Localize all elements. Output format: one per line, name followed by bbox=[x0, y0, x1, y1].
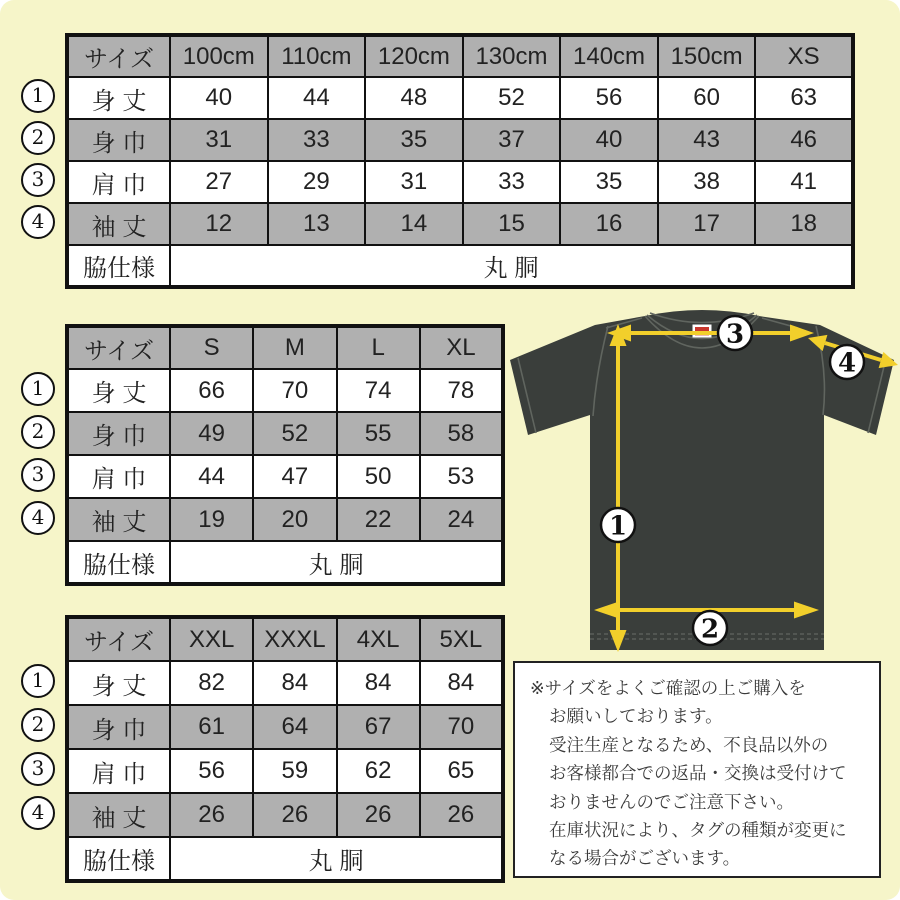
note-line: おりませんのでご注意下さい。 bbox=[549, 791, 794, 812]
row-marker-1: 1 bbox=[21, 372, 55, 406]
side-spec-value: 丸 胴 bbox=[170, 541, 503, 584]
size-table-plus bbox=[65, 615, 505, 883]
table-row bbox=[67, 455, 503, 498]
size-column-header: 150cm bbox=[658, 35, 756, 77]
size-column-header: XXXL bbox=[253, 617, 336, 661]
size-column-header: 110cm bbox=[268, 35, 366, 77]
measure-label: 袖 丈 bbox=[67, 793, 170, 837]
row-marker-3: 3 bbox=[21, 458, 55, 492]
row-marker-3: 3 bbox=[21, 163, 55, 197]
measure-value: 26 bbox=[170, 793, 253, 837]
measure-value: 48 bbox=[365, 77, 463, 119]
measure-value: 74 bbox=[337, 369, 420, 412]
note-line: お願いしております。 bbox=[549, 706, 723, 727]
measure-value: 19 bbox=[170, 498, 253, 541]
table-row bbox=[67, 203, 853, 245]
note-line: ※サイズをよくご確認の上ご購入を bbox=[530, 678, 806, 698]
measure-value: 52 bbox=[463, 77, 561, 119]
measure-value: 29 bbox=[268, 161, 366, 203]
table-row bbox=[67, 77, 853, 119]
row-marker-2: 2 bbox=[21, 121, 55, 155]
table-row bbox=[67, 837, 503, 881]
measure-value: 64 bbox=[253, 705, 336, 749]
measure-value: 84 bbox=[337, 661, 420, 705]
measure-value: 26 bbox=[337, 793, 420, 837]
measure-value: 12 bbox=[170, 203, 268, 245]
row-marker-4: 4 bbox=[21, 205, 55, 239]
measure-label: 肩 巾 bbox=[67, 455, 170, 498]
measure-value: 56 bbox=[560, 77, 658, 119]
diagram-marker-4: 4 bbox=[837, 348, 857, 379]
table-row bbox=[67, 498, 503, 541]
diagram-marker-2: 2 bbox=[700, 614, 720, 645]
row-marker-2: 2 bbox=[21, 415, 55, 449]
table-row bbox=[67, 749, 503, 793]
measure-value: 37 bbox=[463, 119, 561, 161]
table-row bbox=[67, 161, 853, 203]
measure-value: 46 bbox=[755, 119, 853, 161]
note-line: お客様都合での返品・交換は受付けて bbox=[549, 763, 847, 784]
measure-label: 肩 巾 bbox=[67, 161, 170, 203]
side-spec-label: 脇仕様 bbox=[67, 245, 170, 287]
size-column-header: 4XL bbox=[337, 617, 420, 661]
note-line: 在庫状況により、タグの種類が変更に bbox=[549, 820, 847, 841]
measure-label: 身 丈 bbox=[67, 661, 170, 705]
measure-value: 33 bbox=[463, 161, 561, 203]
size-header-label: サイズ bbox=[67, 326, 170, 369]
measure-value: 59 bbox=[253, 749, 336, 793]
diagram-marker-3: 3 bbox=[725, 319, 745, 350]
measure-label: 肩 巾 bbox=[67, 749, 170, 793]
measure-value: 63 bbox=[755, 77, 853, 119]
measure-value: 24 bbox=[420, 498, 503, 541]
note-line: なる場合がございます。 bbox=[549, 848, 741, 869]
row-marker-2: 2 bbox=[21, 708, 55, 742]
size-column-header: M bbox=[253, 326, 336, 369]
size-column-header: XXL bbox=[170, 617, 253, 661]
measure-value: 20 bbox=[253, 498, 336, 541]
measure-value: 43 bbox=[658, 119, 756, 161]
measure-value: 58 bbox=[420, 412, 503, 455]
size-column-header: 130cm bbox=[463, 35, 561, 77]
measure-value: 40 bbox=[170, 77, 268, 119]
measure-value: 50 bbox=[337, 455, 420, 498]
measure-value: 84 bbox=[253, 661, 336, 705]
measure-value: 67 bbox=[337, 705, 420, 749]
size-column-header: S bbox=[170, 326, 253, 369]
measure-value: 52 bbox=[253, 412, 336, 455]
table-row bbox=[67, 119, 853, 161]
measure-label: 身 巾 bbox=[67, 705, 170, 749]
measure-value: 17 bbox=[658, 203, 756, 245]
size-table-kids bbox=[65, 33, 855, 289]
purchase-note bbox=[513, 661, 881, 878]
measure-value: 33 bbox=[268, 119, 366, 161]
measure-label: 身 巾 bbox=[67, 119, 170, 161]
table-row bbox=[67, 705, 503, 749]
size-table-adult bbox=[65, 324, 505, 586]
size-header-label: サイズ bbox=[67, 617, 170, 661]
measure-value: 70 bbox=[420, 705, 503, 749]
measure-value: 66 bbox=[170, 369, 253, 412]
table-row bbox=[67, 412, 503, 455]
table-row bbox=[67, 661, 503, 705]
measure-value: 53 bbox=[420, 455, 503, 498]
table-row bbox=[67, 541, 503, 584]
size-header-label: サイズ bbox=[67, 35, 170, 77]
row-marker-4: 4 bbox=[21, 796, 55, 830]
measure-label: 身 丈 bbox=[67, 369, 170, 412]
measure-value: 16 bbox=[560, 203, 658, 245]
size-column-header: 5XL bbox=[420, 617, 503, 661]
measure-value: 82 bbox=[170, 661, 253, 705]
table-row bbox=[67, 245, 853, 287]
measure-value: 70 bbox=[253, 369, 336, 412]
size-column-header: 100cm bbox=[170, 35, 268, 77]
table-row bbox=[67, 369, 503, 412]
measure-value: 31 bbox=[170, 119, 268, 161]
measure-value: 62 bbox=[337, 749, 420, 793]
measure-value: 49 bbox=[170, 412, 253, 455]
measure-value: 65 bbox=[420, 749, 503, 793]
side-spec-value: 丸 胴 bbox=[170, 245, 853, 287]
measure-value: 15 bbox=[463, 203, 561, 245]
measure-value: 13 bbox=[268, 203, 366, 245]
side-spec-label: 脇仕様 bbox=[67, 837, 170, 881]
row-marker-3: 3 bbox=[21, 752, 55, 786]
measure-value: 26 bbox=[420, 793, 503, 837]
side-spec-value: 丸 胴 bbox=[170, 837, 503, 881]
size-column-header: 120cm bbox=[365, 35, 463, 77]
measure-value: 27 bbox=[170, 161, 268, 203]
measure-value: 55 bbox=[337, 412, 420, 455]
measure-value: 18 bbox=[755, 203, 853, 245]
row-marker-4: 4 bbox=[21, 501, 55, 535]
side-spec-label: 脇仕様 bbox=[67, 541, 170, 584]
size-column-header: L bbox=[337, 326, 420, 369]
measure-value: 56 bbox=[170, 749, 253, 793]
measure-value: 78 bbox=[420, 369, 503, 412]
row-marker-1: 1 bbox=[21, 664, 55, 698]
size-column-header: XS bbox=[755, 35, 853, 77]
row-marker-1: 1 bbox=[21, 79, 55, 113]
measure-value: 84 bbox=[420, 661, 503, 705]
measure-label: 袖 丈 bbox=[67, 203, 170, 245]
measure-value: 40 bbox=[560, 119, 658, 161]
size-column-header: XL bbox=[420, 326, 503, 369]
measure-value: 35 bbox=[365, 119, 463, 161]
measure-value: 44 bbox=[170, 455, 253, 498]
measure-label: 身 巾 bbox=[67, 412, 170, 455]
measure-value: 35 bbox=[560, 161, 658, 203]
measure-value: 26 bbox=[253, 793, 336, 837]
measure-value: 60 bbox=[658, 77, 756, 119]
measure-value: 47 bbox=[253, 455, 336, 498]
measure-value: 44 bbox=[268, 77, 366, 119]
measure-value: 22 bbox=[337, 498, 420, 541]
tshirt-diagram bbox=[490, 298, 900, 658]
measure-value: 14 bbox=[365, 203, 463, 245]
measure-label: 袖 丈 bbox=[67, 498, 170, 541]
table-row bbox=[67, 793, 503, 837]
measure-value: 31 bbox=[365, 161, 463, 203]
measure-value: 41 bbox=[755, 161, 853, 203]
measure-value: 38 bbox=[658, 161, 756, 203]
measure-value: 61 bbox=[170, 705, 253, 749]
size-column-header: 140cm bbox=[560, 35, 658, 77]
diagram-marker-1: 1 bbox=[608, 511, 628, 542]
note-line: 受注生産となるため、不良品以外の bbox=[549, 734, 829, 755]
measure-label: 身 丈 bbox=[67, 77, 170, 119]
